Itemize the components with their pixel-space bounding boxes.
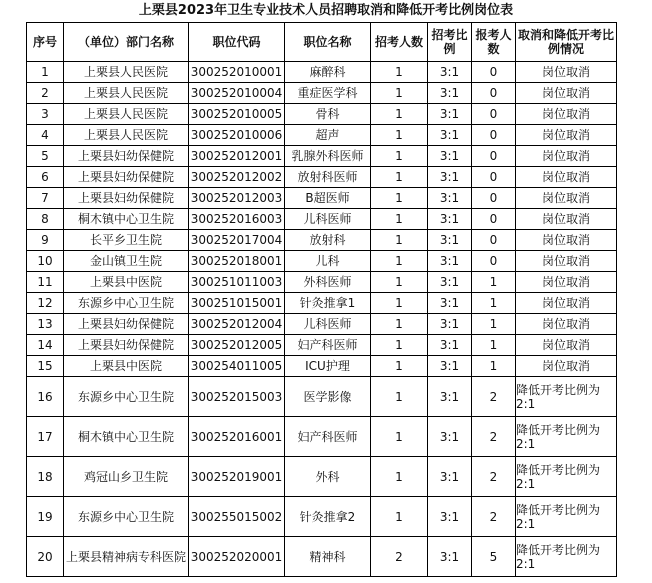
cell-recruit-count: 1 (371, 356, 428, 377)
cell-no: 15 (27, 356, 64, 377)
cell-status: 岗位取消 (516, 125, 617, 146)
cell-no: 20 (27, 537, 64, 577)
cell-recruit-count: 1 (371, 293, 428, 314)
cell-code: 300252012001 (189, 146, 285, 167)
cell-recruit-count: 1 (371, 62, 428, 83)
cell-ratio: 3:1 (428, 167, 472, 188)
cell-recruit-count: 1 (371, 377, 428, 417)
cell-code: 300251015001 (189, 293, 285, 314)
cell-code: 300252012002 (189, 167, 285, 188)
cell-code: 300252020001 (189, 537, 285, 577)
cell-no: 4 (27, 125, 64, 146)
cell-ratio: 3:1 (428, 293, 472, 314)
cell-position-name: 放射科 (285, 230, 371, 251)
cell-code: 300252012005 (189, 335, 285, 356)
cell-applied-count: 2 (472, 497, 516, 537)
cell-no: 6 (27, 167, 64, 188)
cell-status: 降低开考比例为2:1 (516, 537, 617, 577)
cell-position-name: 放射科医师 (285, 167, 371, 188)
cell-applied-count: 5 (472, 537, 516, 577)
cell-status: 岗位取消 (516, 251, 617, 272)
cell-dept: 长平乡卫生院 (64, 230, 189, 251)
cell-applied-count: 1 (472, 314, 516, 335)
cell-status: 岗位取消 (516, 188, 617, 209)
cell-recruit-count: 1 (371, 457, 428, 497)
table-row (27, 272, 617, 293)
cell-dept: 上栗县中医院 (64, 272, 189, 293)
header-code: 职位代码 (189, 23, 285, 62)
table-row (27, 356, 617, 377)
cell-recruit-count: 1 (371, 167, 428, 188)
cell-dept: 上栗县人民医院 (64, 83, 189, 104)
table-row (27, 230, 617, 251)
cell-code: 300251011003 (189, 272, 285, 293)
cell-recruit-count: 1 (371, 125, 428, 146)
table-row (27, 251, 617, 272)
cell-status: 岗位取消 (516, 167, 617, 188)
cell-recruit-count: 1 (371, 83, 428, 104)
cell-code: 300252012004 (189, 314, 285, 335)
cell-position-name: 骨科 (285, 104, 371, 125)
cell-position-name: 儿科医师 (285, 314, 371, 335)
cell-dept: 上栗县人民医院 (64, 125, 189, 146)
cell-dept: 桐木镇中心卫生院 (64, 209, 189, 230)
cell-no: 9 (27, 230, 64, 251)
cell-dept: 上栗县中医院 (64, 356, 189, 377)
table-row (27, 537, 617, 577)
cell-code: 300252015003 (189, 377, 285, 417)
table-row (27, 335, 617, 356)
header-ratio: 招考比例 (428, 23, 472, 62)
cell-applied-count: 2 (472, 417, 516, 457)
cell-no: 19 (27, 497, 64, 537)
cell-position-name: 妇产科医师 (285, 335, 371, 356)
cell-applied-count: 1 (472, 272, 516, 293)
table-row (27, 457, 617, 497)
cell-applied-count: 2 (472, 457, 516, 497)
cell-applied-count: 1 (472, 335, 516, 356)
cell-dept: 上栗县精神病专科医院 (64, 537, 189, 577)
cell-ratio: 3:1 (428, 62, 472, 83)
table-row (27, 83, 617, 104)
cell-applied-count: 0 (472, 62, 516, 83)
table-row (27, 314, 617, 335)
cell-recruit-count: 1 (371, 314, 428, 335)
cell-status: 岗位取消 (516, 230, 617, 251)
cell-applied-count: 0 (472, 230, 516, 251)
header-applied-count: 报考人数 (472, 23, 516, 62)
cell-no: 12 (27, 293, 64, 314)
cell-recruit-count: 1 (371, 230, 428, 251)
cell-code: 300252018001 (189, 251, 285, 272)
cell-position-name: 医学影像 (285, 377, 371, 417)
table-row (27, 167, 617, 188)
table-row (27, 293, 617, 314)
cell-dept: 上栗县妇幼保健院 (64, 167, 189, 188)
cell-position-name: B超医师 (285, 188, 371, 209)
table-row (27, 497, 617, 537)
cell-applied-count: 2 (472, 377, 516, 417)
cell-applied-count: 0 (472, 167, 516, 188)
cell-status: 岗位取消 (516, 293, 617, 314)
cell-recruit-count: 1 (371, 188, 428, 209)
cell-code: 300252012003 (189, 188, 285, 209)
cell-status: 降低开考比例为2:1 (516, 377, 617, 417)
cell-no: 2 (27, 83, 64, 104)
cell-ratio: 3:1 (428, 417, 472, 457)
cell-applied-count: 0 (472, 251, 516, 272)
cell-position-name: 精神科 (285, 537, 371, 577)
cell-ratio: 3:1 (428, 104, 472, 125)
cell-dept: 上栗县妇幼保健院 (64, 314, 189, 335)
cell-no: 7 (27, 188, 64, 209)
cell-position-name: 超声 (285, 125, 371, 146)
cell-status: 岗位取消 (516, 62, 617, 83)
cell-ratio: 3:1 (428, 251, 472, 272)
header-dept: （单位）部门名称 (64, 23, 189, 62)
cell-recruit-count: 1 (371, 497, 428, 537)
table-row (27, 417, 617, 457)
cell-code: 300252010001 (189, 62, 285, 83)
cell-dept: 东源乡中心卫生院 (64, 377, 189, 417)
cell-no: 17 (27, 417, 64, 457)
cell-status: 岗位取消 (516, 104, 617, 125)
cell-code: 300252010006 (189, 125, 285, 146)
cell-no: 10 (27, 251, 64, 272)
cell-no: 8 (27, 209, 64, 230)
positions-table (26, 22, 617, 577)
cell-position-name: 妇产科医师 (285, 417, 371, 457)
cell-code: 300254011005 (189, 356, 285, 377)
header-no: 序号 (27, 23, 64, 62)
cell-code: 300255015002 (189, 497, 285, 537)
page-title: 上栗县2023年卫生专业技术人员招聘取消和降低开考比例岗位表 (138, 3, 514, 18)
cell-applied-count: 0 (472, 83, 516, 104)
cell-dept: 上栗县妇幼保健院 (64, 335, 189, 356)
cell-position-name: 针灸推拿2 (285, 497, 371, 537)
cell-dept: 上栗县人民医院 (64, 62, 189, 83)
cell-code: 300252019001 (189, 457, 285, 497)
cell-ratio: 3:1 (428, 146, 472, 167)
table-row (27, 377, 617, 417)
cell-ratio: 3:1 (428, 335, 472, 356)
cell-ratio: 3:1 (428, 314, 472, 335)
cell-position-name: 外科医师 (285, 272, 371, 293)
cell-status: 岗位取消 (516, 272, 617, 293)
cell-no: 3 (27, 104, 64, 125)
table-row (27, 146, 617, 167)
header-status: 取消和降低开考比例情况 (516, 23, 617, 62)
cell-position-name: ICU护理 (285, 356, 371, 377)
cell-position-name: 针灸推拿1 (285, 293, 371, 314)
cell-ratio: 3:1 (428, 377, 472, 417)
table-row (27, 209, 617, 230)
cell-no: 5 (27, 146, 64, 167)
cell-no: 1 (27, 62, 64, 83)
cell-ratio: 3:1 (428, 457, 472, 497)
cell-code: 300252010004 (189, 83, 285, 104)
cell-no: 14 (27, 335, 64, 356)
header-position-name: 职位名称 (285, 23, 371, 62)
header-recruit-count: 招考人数 (371, 23, 428, 62)
cell-dept: 桐木镇中心卫生院 (64, 417, 189, 457)
cell-no: 11 (27, 272, 64, 293)
cell-status: 降低开考比例为2:1 (516, 417, 617, 457)
cell-dept: 上栗县妇幼保健院 (64, 146, 189, 167)
cell-recruit-count: 2 (371, 537, 428, 577)
cell-ratio: 3:1 (428, 356, 472, 377)
cell-ratio: 3:1 (428, 83, 472, 104)
cell-dept: 鸡冠山乡卫生院 (64, 457, 189, 497)
cell-status: 岗位取消 (516, 356, 617, 377)
cell-position-name: 儿科医师 (285, 209, 371, 230)
cell-position-name: 儿科 (285, 251, 371, 272)
cell-code: 300252016001 (189, 417, 285, 457)
cell-recruit-count: 1 (371, 335, 428, 356)
table-row (27, 125, 617, 146)
cell-ratio: 3:1 (428, 272, 472, 293)
cell-dept: 东源乡中心卫生院 (64, 293, 189, 314)
cell-status: 降低开考比例为2:1 (516, 497, 617, 537)
cell-applied-count: 0 (472, 188, 516, 209)
cell-recruit-count: 1 (371, 417, 428, 457)
cell-position-name: 麻醉科 (285, 62, 371, 83)
table-row (27, 104, 617, 125)
cell-dept: 上栗县人民医院 (64, 104, 189, 125)
cell-dept: 金山镇卫生院 (64, 251, 189, 272)
cell-status: 岗位取消 (516, 314, 617, 335)
cell-ratio: 3:1 (428, 497, 472, 537)
cell-applied-count: 0 (472, 125, 516, 146)
header-row (27, 23, 617, 62)
cell-ratio: 3:1 (428, 209, 472, 230)
cell-applied-count: 0 (472, 104, 516, 125)
cell-recruit-count: 1 (371, 209, 428, 230)
cell-dept: 东源乡中心卫生院 (64, 497, 189, 537)
table-row (27, 188, 617, 209)
cell-code: 300252010005 (189, 104, 285, 125)
cell-recruit-count: 1 (371, 251, 428, 272)
cell-applied-count: 0 (472, 209, 516, 230)
cell-position-name: 外科 (285, 457, 371, 497)
cell-ratio: 3:1 (428, 188, 472, 209)
cell-status: 岗位取消 (516, 335, 617, 356)
cell-status: 岗位取消 (516, 83, 617, 104)
cell-recruit-count: 1 (371, 104, 428, 125)
cell-ratio: 3:1 (428, 537, 472, 577)
cell-ratio: 3:1 (428, 125, 472, 146)
cell-code: 300252017004 (189, 230, 285, 251)
cell-recruit-count: 1 (371, 146, 428, 167)
cell-ratio: 3:1 (428, 230, 472, 251)
cell-no: 18 (27, 457, 64, 497)
cell-status: 岗位取消 (516, 209, 617, 230)
cell-no: 13 (27, 314, 64, 335)
cell-applied-count: 0 (472, 146, 516, 167)
cell-no: 16 (27, 377, 64, 417)
cell-position-name: 重症医学科 (285, 83, 371, 104)
cell-applied-count: 1 (472, 356, 516, 377)
cell-status: 降低开考比例为2:1 (516, 457, 617, 497)
table-row (27, 62, 617, 83)
cell-position-name: 乳腺外科医师 (285, 146, 371, 167)
cell-status: 岗位取消 (516, 146, 617, 167)
cell-dept: 上栗县妇幼保健院 (64, 188, 189, 209)
cell-code: 300252016003 (189, 209, 285, 230)
cell-applied-count: 1 (472, 293, 516, 314)
cell-recruit-count: 1 (371, 272, 428, 293)
